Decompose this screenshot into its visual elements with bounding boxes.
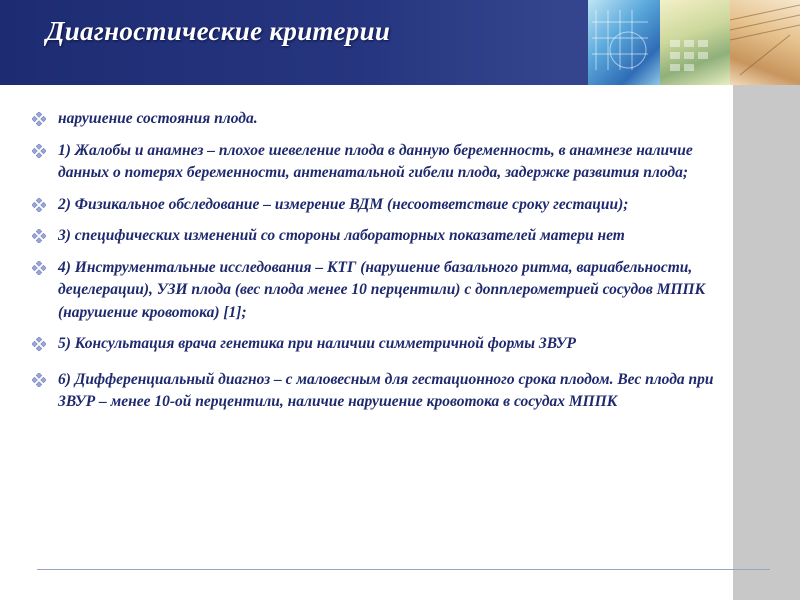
- list-item: [32, 225, 740, 248]
- list-item: [32, 108, 740, 131]
- slide-title: Диагностические критерии: [46, 16, 391, 46]
- bullet-text: 3) специфических изменений со стороны лабораторных показателей матери нет: [58, 227, 625, 244]
- diamond-bullet-icon: [32, 229, 46, 243]
- diamond-bullet-icon: [32, 144, 46, 158]
- bullet-text: 1) Жалобы и анамнез – плохое шевеление плода в данную беременность, в анамнезе наличие данных о потерях беременности, антенатальной гибели плода, задержке развития плода;: [58, 141, 693, 181]
- list-item: [32, 140, 740, 185]
- header-photo-image: [588, 0, 660, 85]
- bullet-text: нарушение состояния плода.: [58, 110, 258, 127]
- diamond-bullet-icon: [32, 373, 46, 387]
- bullet-text: 2) Физикальное обследование – измерение ВДМ (несоответствие сроку гестации);: [58, 195, 629, 213]
- bullet-text: 4) Инструментальные исследования – КТГ (нарушение базального ритма, вариабельности, децелерации), УЗИ плода (вес плода менее 10 перцентили) с допплерометрией сосудов МППК (нарушение кровотока) [1];: [58, 258, 706, 321]
- header-bar: [0, 0, 800, 85]
- list-item: [32, 194, 740, 217]
- bullet-text: 6) Дифференциальный диагноз – с маловесным для гестационного срока плодом. Вес плода при ЗВУР – менее 10-ой перцентили, наличие нарушение кровотока в сосудах МППК: [58, 370, 714, 410]
- diamond-bullet-icon: [32, 337, 46, 351]
- footer-divider: [37, 569, 770, 570]
- bullet-list: [32, 108, 740, 423]
- list-item: [32, 333, 740, 356]
- header-photo-strip: [588, 0, 800, 85]
- bullet-text: 5) Консультация врача генетика при наличии симметричной формы ЗВУР: [58, 335, 576, 352]
- header-photo-image: [660, 0, 730, 85]
- list-item: [32, 257, 740, 325]
- diamond-bullet-icon: [32, 198, 46, 212]
- diamond-bullet-icon: [32, 112, 46, 126]
- header-photo-image: [730, 0, 800, 85]
- right-side-bar: [733, 85, 800, 600]
- diamond-bullet-icon: [32, 261, 46, 275]
- list-item: [32, 369, 740, 414]
